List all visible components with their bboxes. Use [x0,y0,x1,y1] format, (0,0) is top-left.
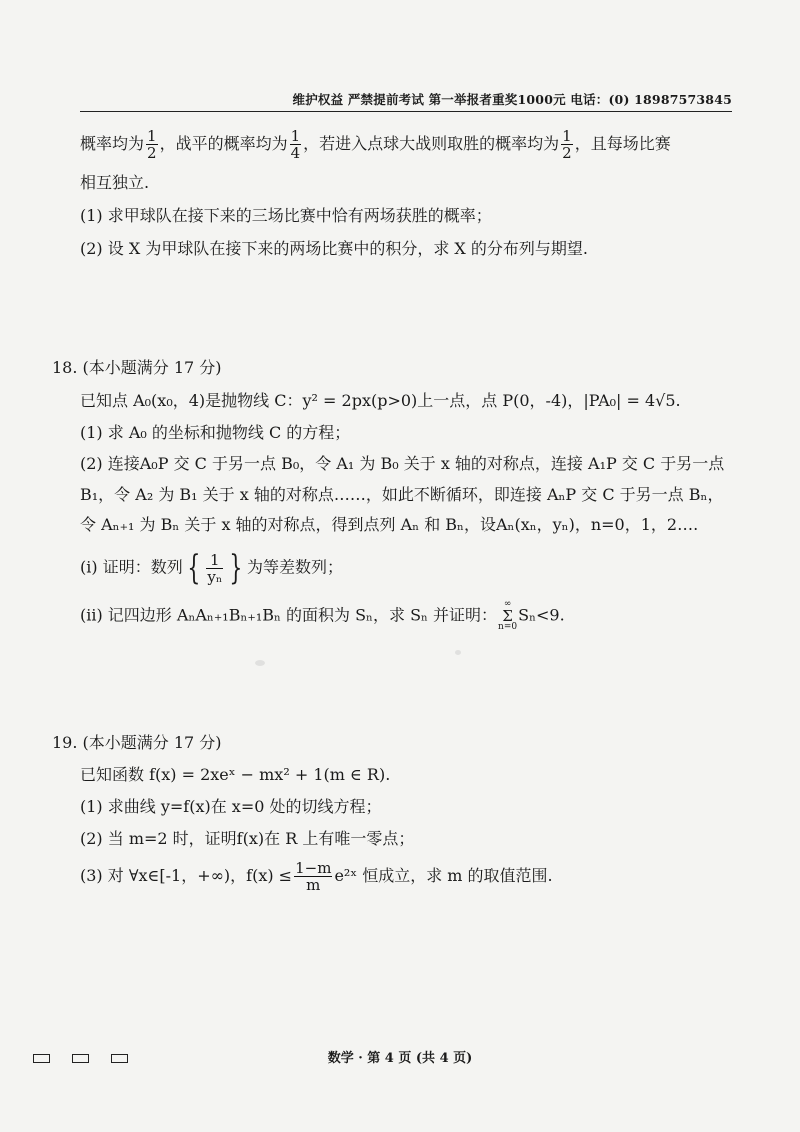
fraction: $\frac{1-m}{m}$ [295,859,332,894]
q18-sub2-text: Sₙ<9. [518,605,565,625]
q19-stem: 已知函数 f(x) = 2xeˣ − mx² + 1(m ∈ R). [80,765,391,784]
q18-part2-line3: 令 Aₙ₊₁ 为 Bₙ 关于 x 轴的对称点，得到点列 Aₙ 和 Bₙ，设Aₙ(xₙ，yₙ)，n=0，1，2…. [80,515,699,534]
q17-text: 概率均为 [80,134,145,153]
q18-sub1-text: (ⅰ) 证明：数列 [80,557,183,577]
q17-line1 [80,128,671,161]
q17-text: ，且每场比赛 [574,134,671,153]
q18-stem: 已知点 A₀(x₀，4)是抛物线 C：y² = 2px(p>0)上一点，点 P(0，-4)，|PA₀| = 4√5. [80,391,681,410]
q18-sub2 [80,600,565,632]
q19-part3 [80,860,553,893]
fraction: $\frac{1}{2}$ [562,127,572,162]
q18-part2-line1: (2) 连接A₀P 交 C 于另一点 B₀，令 A₁ 为 B₀ 关于 x 轴的对称点，连接 A₁P 交 C 于另一点 [80,454,725,473]
q17-part1: (1) 求甲球队在接下来的三场比赛中恰有两场获胜的概率； [80,206,492,225]
summation-symbol: ∞ Σ n=0 [498,599,518,632]
anti-cheating-notice: 维护权益 严禁提前考试 第一举报者重奖1000元 电话：(0) 18987573845 [80,90,732,112]
q17-line2: 相互独立. [80,173,150,192]
q18-sub1 [80,548,343,588]
fraction: $\frac{1}{4}$ [290,127,301,162]
scan-smudge [255,660,265,666]
fraction: $\frac{1}{2}$ [147,127,157,162]
q19-part3-text: (3) 对 ∀x∈[-1，+∞)，f(x) ≤ [80,866,293,885]
q17-text: ，若进入点球大战则取胜的概率均为 [303,134,560,153]
q19-title: 19. (本小题满分 17 分) [52,733,222,752]
q19-part3-text: e²ˣ 恒成立，求 m 的取值范围. [334,866,553,885]
q19-part2: (2) 当 m=2 时，证明f(x)在 R 上有唯一零点； [80,829,415,848]
q18-part1: (1) 求 A₀ 的坐标和抛物线 C 的方程； [80,423,351,442]
q17-text: ，战平的概率均为 [159,134,288,153]
q18-sub1-text: 为等差数列； [246,557,343,577]
scan-smudge [455,650,461,655]
q19-part1: (1) 求曲线 y=f(x)在 x=0 处的切线方程； [80,797,382,816]
q17-part2: (2) 设 X 为甲球队在接下来的两场比赛中的积分，求 X 的分布列与期望. [80,239,588,258]
q18-sub2-text: (ⅱ) 记四边形 AₙAₙ₊₁Bₙ₊₁Bₙ 的面积为 Sₙ，求 Sₙ 并证明： [80,605,498,625]
page-number: 数学 · 第 4 页 (共 4 页) [327,1051,473,1066]
q18-part2-line2: B₁，令 A₂ 为 B₁ 关于 x 轴的对称点……，如此不断循环，即连接 AₙP 交 C 于另一点 Bₙ， [80,485,724,504]
q18-title: 18. (本小题满分 17 分) [52,358,222,377]
brace-sequence: { $\frac{1}{\text{yₙ}}$ } [187,548,243,588]
